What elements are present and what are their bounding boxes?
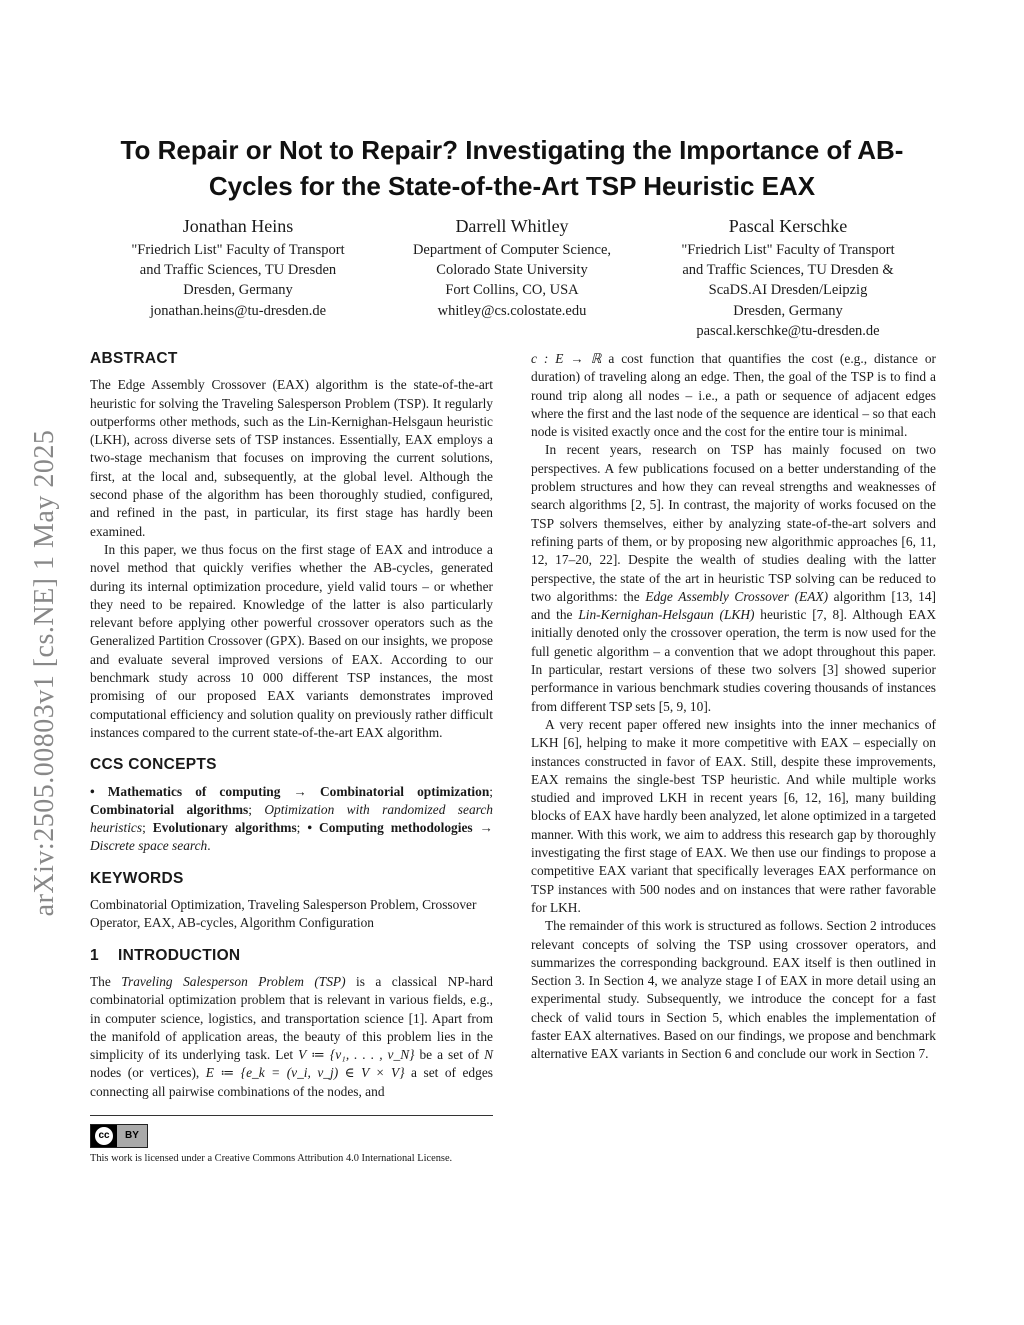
author-email: whitley@cs.colostate.edu [437,302,587,319]
author-name: Jonathan Heins [182,216,294,236]
author-affiliation: ScaDS.AI Dresden/Leipzig [708,282,868,299]
abstract-heading: ABSTRACT [90,350,178,367]
author-affiliation: and Traffic Sciences, TU Dresden [139,262,337,279]
author-email: jonathan.heins@tu-dresden.de [149,302,327,319]
author-location: Dresden, Germany [733,302,843,319]
cc-icon: cc [94,1126,114,1146]
author-block-3 [660,214,916,341]
author-name: Pascal Kerschke [728,216,848,236]
arxiv-side-label: arXiv:2505.00803v1 [cs.NE] 1 May 2025 [29,429,60,917]
cc-by-license-badge[interactable] [90,1124,148,1148]
author-affiliation: Department of Computer Science, [412,242,612,258]
by-icon: BY [117,1125,147,1147]
intro-paragraph: The Traveling Salesperson Problem (TSP) is a classical NP-hard combinatorial optimization problem that is relevant in various fields, e.g., in computer science, logistics, and transportation science [1]. Apart from the manifold of application areas, the beauty of this problem lies in the simplicity of its underlying task. Let V ≔ {v₁, . . . , v_N} be a set of N nodes (or vertices), E ≔ {e_k = (v_i, v_j) ∈ V × V} a set of edges connecting all pairwise combinations of the nodes, and [90,973,494,1099]
author-block-2 [384,214,640,321]
keywords-text: Combinatorial Optimization, Traveling Salesperson Problem, Crossover Operator, EAX, AB-cycles, Algorithm Configuration [90,897,477,931]
author-affiliation: and Traffic Sciences, TU Dresden & [682,262,894,279]
abstract-paragraph: The Edge Assembly Crossover (EAX) algorithm is the state-of-the-art heuristic for solving the Traveling Salesperson Problem (TSP). It regularly outperforms other methods, such as the Lin-Kernighan-Helsgaun heuristic (LKH), across diverse sets of TSP instances. Essentially, EAX employs a two-stage mechanism that focuses on improving the current solutions, first, at the local and, subsequently, at the global level. Although the second phase of the algorithm has been thoroughly studied, configured, and refined in the past, in particular, its first stage has hardly been examined. [90,377,493,539]
ccs-heading: CCS CONCEPTS [90,756,217,774]
body-paragraph: The remainder of this work is structured as follows. Section 2 introduces relevant concepts of solving the TSP using crossover operators, and summarizes the corresponding background. EAX itself is then outlined in Section 3. In Section 4, we analyze stage I of EAX in more detail using an experimental study. Subsequently, we introduce the concept for a fast check of valid tours in Section 5, which enables the implementation of faster EAX alternatives. Based on our findings, we propose and benchmark alternative EAX variants in Section 6 and conclude our work in Section 7. [531,918,936,1062]
body-paragraph: A very recent paper offered new insights into the inner mechanics of LKH [6], helping to make it more competitive with EAX – especially on instances constructed in favor of EAX. Still, despite these improvements, EAX remains the single-best TSP heuristic. And while multiple works studied and improved LKH in recent years [6, 12, 16], many building blocks of EAX have hardly been analyzed, let alone optimized in a targeted manner. With this work, we aim to address this research gap by thoroughly investigating the first stage of EAX. We then use our findings to propose a competitive EAX variant that specifically leverages EAX performance on TSP instances with 500 nodes and on instances that were rather favorable for LKH. [531,716,936,915]
body-paragraph: c : E → ℝ a cost function that quantifies the cost (e.g., distance or duration) of traveling along an edge. Then, the goal of the TSP is to find a round trip along all nodes – i.e., a path or sequence of adjacent edges where the first and the last node of the sequence are identical – so that each node is visited exactly once and the cost for the entire tour is minimal. [531,351,936,440]
author-block-1 [110,214,366,321]
author-name: Darrell Whitley [455,216,569,236]
right-column [531,350,936,1064]
author-email: pascal.kerschke@tu-dresden.de [696,322,880,339]
author-affiliation: "Friedrich List" Faculty of Transport [681,242,895,258]
license-footer [90,1115,493,1166]
keywords-heading: KEYWORDS [90,869,184,887]
paper-title: To Repair or Not to Repair? Investigating the Importance of AB-Cycles for the State-of-the-Art TSP Heuristic EAX [120,135,904,201]
author-location: Dresden, Germany [183,282,293,299]
body-paragraph: In recent years, research on TSP has mainly focused on two perspectives. A few publications focused on a better understanding of the problem structures and how they can reveal strengths and weaknesses of search algorithms [2, 5]. In contrast, the majority of works focused on the TSP solvers themselves, either by analyzing state-of-the-art solvers and refining parts of them, or by proposing new algorithmic approaches [6, 11, 12, 17–20, 22]. Despite the wealth of studies dealing with the latter perspective, the state of the art in heuristic TSP solving can be reduced to two algorithms: the Edge Assembly Crossover (EAX) algorithm [13, 14] and the Lin-Kernighan-Helsgaun (LKH) heuristic [7, 8]. Although EAX initially denoted only the crossover operation, the term is now used for the full genetic algorithm – a convention that we adopt throughout this paper. In particular, restart versions of these two solvers [3] showed superior performance in various benchmark studies covering thousands of instances from different TSP sets [5, 9, 10]. [531,442,936,714]
author-location: Fort Collins, CO, USA [445,282,579,299]
author-affiliation: Colorado State University [436,262,588,279]
abstract-paragraph: In this paper, we thus focus on the first stage of EAX and introduce a novel method that quickly verifies whether the AB-cycles, generated during its internal optimization procedure, yield valid tours – or whether they need to be repaired. Knowledge of the latter is also particularly relevant before applying other powerful crossover operators such as the Generalized Partition Crossover (GPX). Based on our insights, we propose and evaluate several improved versions of EAX. According to our benchmark study across 10 000 different TSP instances, the most promising of our proposed EAX variants demonstrates improved computational efficiency and solution quality on previously rather difficult instances compared to the current state-of-the-art EAX algorithm. [90,541,493,740]
ccs-concepts: • Mathematics of computing → Combinatorial optimization; Combinatorial algorithms; Optimization with randomized search heuristics; Evolutionary algorithms; • Computing methodologies → Discrete space search. [90,783,493,854]
intro-heading: 1 INTRODUCTION [90,946,241,964]
license-text: This work is licensed under a Creative Commons Attribution 4.0 International License. [90,1152,453,1164]
left-column [90,350,493,1166]
author-affiliation: "Friedrich List" Faculty of Transport [131,242,345,258]
